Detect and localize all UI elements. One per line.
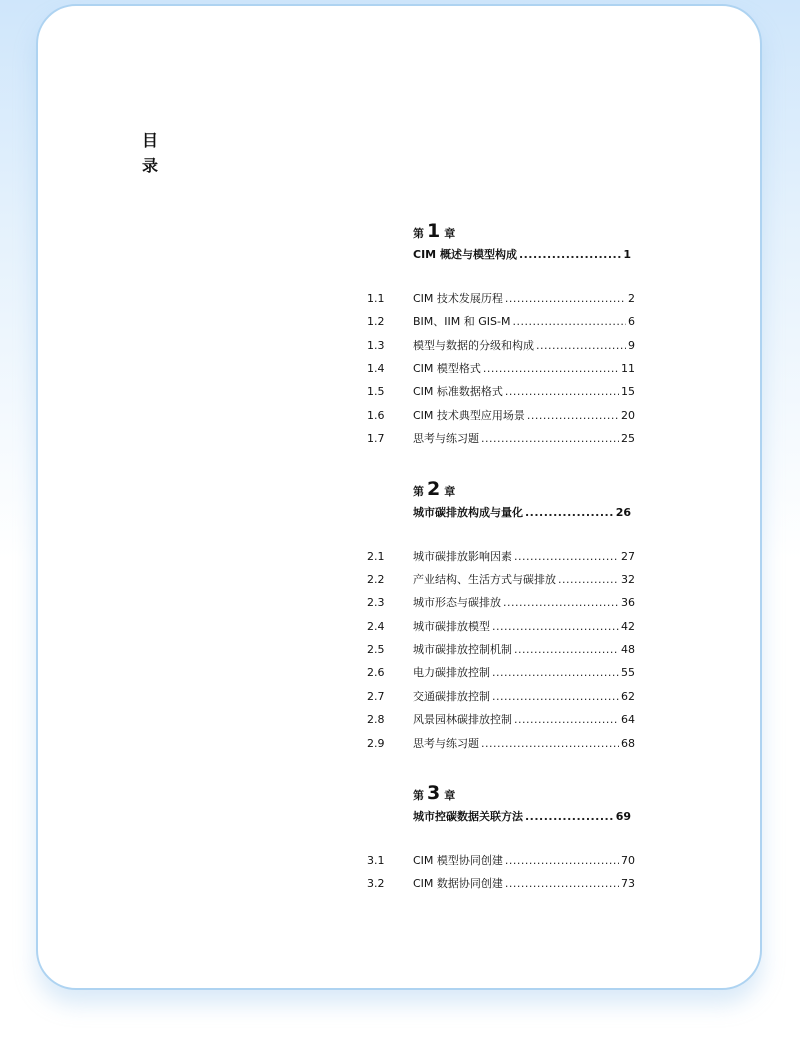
leader-dots <box>514 713 619 726</box>
chapter-2-heading[interactable] <box>413 477 631 520</box>
section-page: 27 <box>621 550 635 563</box>
toc-entry[interactable] <box>367 688 635 706</box>
leader-dots <box>558 573 619 586</box>
toc-entry[interactable] <box>367 383 635 401</box>
section-number: 1.5 <box>367 385 385 398</box>
toc-entry[interactable] <box>367 337 635 355</box>
section-number: 3.1 <box>367 854 385 867</box>
toc-entry[interactable] <box>367 711 635 729</box>
section-number: 2.7 <box>367 690 385 703</box>
toc-entry[interactable] <box>367 360 635 378</box>
chapter-number: 2 <box>427 478 441 500</box>
leader-dots <box>514 643 619 656</box>
leader-dots <box>536 339 626 352</box>
leader-dots <box>505 292 626 305</box>
chapter-prefix: 第 <box>413 485 424 498</box>
section-page: 36 <box>621 596 635 609</box>
chapter-title: CIM 概述与模型构成 <box>413 248 517 261</box>
chapter-page: 26 <box>615 506 631 519</box>
section-title: 城市碳排放控制机制 <box>413 643 512 656</box>
section-number: 1.4 <box>367 362 385 375</box>
section-title: 思考与练习题 <box>413 737 479 750</box>
section-number: 1.6 <box>367 409 385 422</box>
toc-entry[interactable] <box>367 641 635 659</box>
section-page: 73 <box>621 877 635 890</box>
toc-entry[interactable] <box>367 852 635 870</box>
toc-entry[interactable] <box>367 735 635 753</box>
section-page: 11 <box>621 362 635 375</box>
section-title: CIM 数据协同创建 <box>413 877 503 890</box>
section-number: 2.2 <box>367 573 385 586</box>
toc-entry[interactable] <box>367 430 635 448</box>
section-title: CIM 模型协同创建 <box>413 854 503 867</box>
chapter-title-row <box>413 246 631 262</box>
leader-dots <box>492 620 619 633</box>
leader-dots <box>525 506 614 519</box>
chapter-label <box>413 781 631 803</box>
chapter-title: 城市碳排放构成与量化 <box>413 506 523 519</box>
section-title: 交通碳排放控制 <box>413 690 490 703</box>
chapter-prefix: 第 <box>413 227 424 240</box>
section-page: 15 <box>621 385 635 398</box>
section-title: 城市碳排放模型 <box>413 620 490 633</box>
section-number: 1.2 <box>367 315 385 328</box>
leader-dots <box>514 550 619 563</box>
leader-dots <box>481 432 619 445</box>
section-page: 20 <box>621 409 635 422</box>
toc-entry[interactable] <box>367 290 635 308</box>
section-page: 68 <box>621 737 635 750</box>
section-number: 2.4 <box>367 620 385 633</box>
section-number: 2.8 <box>367 713 385 726</box>
toc-entry[interactable] <box>367 571 635 589</box>
section-title: 模型与数据的分级和构成 <box>413 339 534 352</box>
chapter-prefix: 第 <box>413 789 424 802</box>
section-title: 思考与练习题 <box>413 432 479 445</box>
toc-title <box>142 128 162 178</box>
section-page: 70 <box>621 854 635 867</box>
leader-dots <box>492 666 619 679</box>
section-number: 2.1 <box>367 550 385 563</box>
toc-entry[interactable] <box>367 407 635 425</box>
chapter-suffix: 章 <box>444 485 456 498</box>
section-page: 42 <box>621 620 635 633</box>
section-number: 1.3 <box>367 339 385 352</box>
section-number: 1.7 <box>367 432 385 445</box>
section-page: 62 <box>621 690 635 703</box>
section-title: 城市形态与碳排放 <box>413 596 501 609</box>
toc-entry[interactable] <box>367 618 635 636</box>
toc-title-char-2: 录 <box>142 156 159 175</box>
section-page: 64 <box>621 713 635 726</box>
chapter-label <box>413 219 631 241</box>
section-title: CIM 标准数据格式 <box>413 385 503 398</box>
section-number: 1.1 <box>367 292 385 305</box>
toc-entry[interactable] <box>367 548 635 566</box>
toc-entry[interactable] <box>367 594 635 612</box>
section-page: 32 <box>621 573 635 586</box>
section-number: 2.3 <box>367 596 385 609</box>
chapter-title-row <box>413 808 631 824</box>
section-page: 48 <box>621 643 635 656</box>
leader-dots <box>481 737 619 750</box>
section-page: 25 <box>621 432 635 445</box>
section-page: 9 <box>628 339 635 352</box>
toc-title-char-1: 目 <box>142 131 159 150</box>
chapter-page: 69 <box>615 810 631 823</box>
chapter-title-row <box>413 504 631 520</box>
leader-dots <box>527 409 619 422</box>
leader-dots <box>505 385 619 398</box>
toc-entry[interactable] <box>367 875 635 893</box>
leader-dots <box>525 810 614 823</box>
leader-dots <box>512 315 626 328</box>
toc-entry[interactable] <box>367 664 635 682</box>
leader-dots <box>483 362 619 375</box>
section-title: BIM、IIM 和 GIS-M <box>413 315 511 328</box>
section-title: CIM 技术发展历程 <box>413 292 503 305</box>
chapter-3-heading[interactable] <box>413 781 631 824</box>
section-number: 2.9 <box>367 737 385 750</box>
leader-dots <box>505 854 619 867</box>
leader-dots <box>492 690 619 703</box>
chapter-label <box>413 477 631 499</box>
section-title: 风景园林碳排放控制 <box>413 713 512 726</box>
section-title: CIM 模型格式 <box>413 362 481 375</box>
chapter-number: 1 <box>427 220 441 242</box>
chapter-number: 3 <box>427 782 441 804</box>
chapter-title: 城市控碳数据关联方法 <box>413 810 523 823</box>
chapter-1-heading[interactable] <box>413 219 631 262</box>
section-number: 2.6 <box>367 666 385 679</box>
section-page: 2 <box>628 292 635 305</box>
chapter-suffix: 章 <box>444 227 456 240</box>
chapter-suffix: 章 <box>444 789 456 802</box>
section-title: 电力碳排放控制 <box>413 666 490 679</box>
chapter-page: 1 <box>623 248 631 261</box>
leader-dots <box>505 877 619 890</box>
leader-dots <box>519 248 621 261</box>
leader-dots <box>503 596 619 609</box>
section-page: 55 <box>621 666 635 679</box>
section-title: 产业结构、生活方式与碳排放 <box>413 573 556 586</box>
section-number: 3.2 <box>367 877 385 890</box>
section-number: 2.5 <box>367 643 385 656</box>
section-title: CIM 技术典型应用场景 <box>413 409 525 422</box>
section-page: 6 <box>628 315 635 328</box>
section-title: 城市碳排放影响因素 <box>413 550 512 563</box>
toc-entry[interactable] <box>367 313 635 331</box>
